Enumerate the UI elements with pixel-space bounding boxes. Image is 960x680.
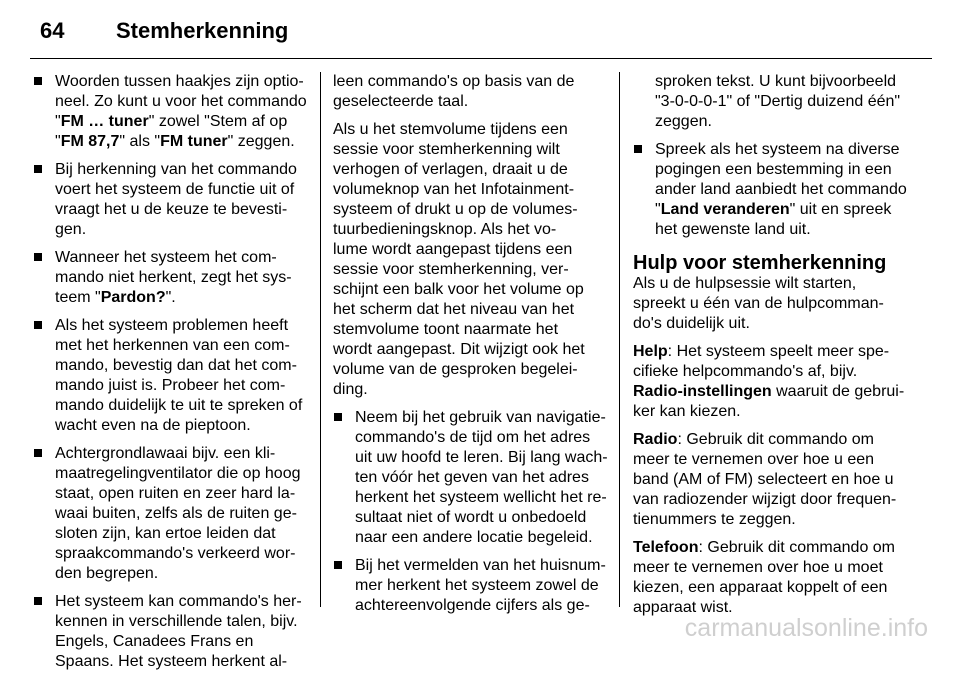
text-line: kiezen, een apparaat koppelt of een xyxy=(633,579,888,596)
text-line: Spaans. Het systeem herkent al- xyxy=(55,653,288,670)
text-line: gen. xyxy=(55,221,87,238)
text-line: commando's de tijd om het adres xyxy=(355,429,591,446)
text-line: "3-0-0-0-1" of "Dertig duizend één" xyxy=(655,93,901,110)
text-line: teem "Pardon?". xyxy=(55,289,176,306)
text-line: leen commando's op basis van de xyxy=(333,73,575,90)
text-line: het scherm dat het niveau van het xyxy=(333,301,575,318)
column-divider-right xyxy=(619,72,620,607)
text-line: Wanneer het systeem het com- xyxy=(55,249,277,266)
bullet-item xyxy=(33,444,309,584)
bullet-square-icon xyxy=(34,165,42,173)
text-line: pogingen een bestemming in een xyxy=(655,161,892,178)
text-line: Spreek als het systeem na diverse xyxy=(655,141,900,158)
bullet-item xyxy=(33,160,309,240)
paragraph xyxy=(633,72,933,132)
text-line: volumeknop van het Infotainment- xyxy=(333,181,575,198)
text-line: uit uw hoofd te leren. Bij lang wach- xyxy=(355,449,608,466)
bullet-square-icon xyxy=(634,145,642,153)
text-line: do's duidelijk uit. xyxy=(633,315,750,332)
bullet-item xyxy=(33,248,309,308)
text-line: "FM … tuner" zowel "Stem af op xyxy=(55,113,288,130)
text-line: Als u het stemvolume tijdens een xyxy=(333,121,568,138)
text-line: sloten zijn, kan ertoe leiden dat xyxy=(55,525,276,542)
text-line: naar een andere locatie begeleid. xyxy=(355,529,593,546)
paragraph xyxy=(633,430,933,530)
bullet-square-icon xyxy=(334,413,342,421)
column-3 xyxy=(633,72,933,626)
bullet-item xyxy=(33,72,309,152)
text-line: volume van de gesproken begelei- xyxy=(333,361,578,378)
column-2 xyxy=(333,72,608,624)
text-line: ander land aanbiedt het commando xyxy=(655,181,907,198)
text-line: Bij herkenning van het commando xyxy=(55,161,297,178)
bullet-item xyxy=(33,316,309,436)
text-line: Radio-instellingen waaruit de gebrui- xyxy=(633,383,905,400)
bullet-square-icon xyxy=(34,77,42,85)
text-line: Bij het vermelden van het huisnum- xyxy=(355,557,606,574)
bullet-square-icon xyxy=(34,321,42,329)
text-line: van radiozender wijzigt door frequen- xyxy=(633,491,897,508)
text-line: Woorden tussen haakjes zijn optio- xyxy=(55,73,304,90)
bullet-square-icon xyxy=(34,449,42,457)
text-line: schijnt een balk voor het volume op xyxy=(333,281,584,298)
text-line: "FM 87,7" als "FM tuner" zeggen. xyxy=(55,133,295,150)
paragraph xyxy=(633,274,933,334)
bullet-square-icon xyxy=(334,561,342,569)
text-line: geselecteerde taal. xyxy=(333,93,469,110)
text-line: systeem of drukt u op de volumes- xyxy=(333,201,578,218)
page-number: 64 xyxy=(40,18,65,43)
text-line: meer te vernemen over hoe u moet xyxy=(633,559,883,576)
watermark: carmanualsonline.info xyxy=(684,614,928,642)
bullet-item xyxy=(633,140,933,240)
text-line: cifieke helpcommando's af, bijv. xyxy=(633,363,858,380)
text-line: meer te vernemen over hoe u een xyxy=(633,451,875,468)
text-line: sessie voor stemherkenning, ver- xyxy=(333,261,569,278)
text-line: het gewenste land uit. xyxy=(655,221,811,238)
text-line: mer herkent het systeem zowel de xyxy=(355,577,599,594)
bullet-square-icon xyxy=(34,597,42,605)
header-rule xyxy=(30,58,932,59)
text-line: mando, bevestig dan dat het com- xyxy=(55,357,297,374)
text-line: Het systeem kan commando's her- xyxy=(55,593,302,610)
text-line: sproken tekst. U kunt bijvoorbeeld xyxy=(655,73,897,90)
text-line: wacht even na de pieptoon. xyxy=(55,417,251,434)
text-line: Radio: Gebruik dit commando om xyxy=(633,431,874,448)
text-line: Als u de hulpsessie wilt starten, xyxy=(633,275,857,292)
text-line: met het herkennen van een com- xyxy=(55,337,290,354)
paragraph xyxy=(333,72,605,112)
text-line: waai buiten, zelfs als de ruiten ge- xyxy=(55,505,297,522)
paragraph xyxy=(333,120,605,400)
bullet-item xyxy=(333,556,605,616)
text-line: Engels, Canadees Frans en xyxy=(55,633,254,650)
text-line: apparaat wist. xyxy=(633,599,733,616)
bullet-item xyxy=(333,408,608,548)
text-line: den begrepen. xyxy=(55,565,159,582)
text-line: tienummers te zeggen. xyxy=(633,511,796,528)
paragraph xyxy=(633,342,933,422)
text-line: Als het systeem problemen heeft xyxy=(55,317,289,334)
paragraph xyxy=(633,538,933,618)
text-line: Achtergrondlawaai bijv. een kli- xyxy=(55,445,276,462)
text-line: spraakcommando's verkeerd wor- xyxy=(55,545,296,562)
text-line: staat, open ruiten en zeer hard la- xyxy=(55,485,296,502)
text-line: mando juist is. Probeer het com- xyxy=(55,377,286,394)
text-line: mando niet herkent, zegt het sys- xyxy=(55,269,292,286)
text-line: achtereenvolgende cijfers als ge- xyxy=(355,597,590,614)
text-line: stemvolume toont naarmate het xyxy=(333,321,559,338)
text-line: ten vóór het geven van het adres xyxy=(355,469,589,486)
section-heading: Hulp voor stemherkenning xyxy=(633,252,887,274)
bullet-square-icon xyxy=(34,253,42,261)
page-title: Stemherkenning xyxy=(116,18,289,43)
text-line: maatregelingventilator die op hoog xyxy=(55,465,301,482)
text-line: Neem bij het gebruik van navigatie- xyxy=(355,409,606,426)
text-line: herkent het systeem wellicht het re- xyxy=(355,489,607,506)
text-line: spreekt u één van de hulpcomman- xyxy=(633,295,884,312)
text-line: neel. Zo kunt u voor het commando xyxy=(55,93,307,110)
text-line: wordt aangepast. Dit wijzigt ook het xyxy=(333,341,585,358)
bullet-item xyxy=(33,592,309,672)
text-line: vraagt het u de keuze te bevesti- xyxy=(55,201,288,218)
text-line: zeggen. xyxy=(655,113,712,130)
text-line: tuurbedieningsknop. Als het vo- xyxy=(333,221,557,238)
text-line: verhogen of verlagen, draait u de xyxy=(333,161,568,178)
text-line: "Land veranderen" uit en spreek xyxy=(655,201,892,218)
text-line: lume wordt aangepast tijdens een xyxy=(333,241,573,258)
text-line: ker kan kiezen. xyxy=(633,403,741,420)
text-line: voert het systeem de functie uit of xyxy=(55,181,295,198)
text-line: Telefoon: Gebruik dit commando om xyxy=(633,539,896,556)
text-line: band (AM of FM) selecteert en hoe u xyxy=(633,471,894,488)
column-1 xyxy=(33,72,309,680)
text-line: ding. xyxy=(333,381,368,398)
column-divider-left xyxy=(320,72,321,607)
text-line: kennen in verschillende talen, bijv. xyxy=(55,613,298,630)
text-line: mando duidelijk te uit te spreken of xyxy=(55,397,303,414)
text-line: sultaat niet of wordt u onbedoeld xyxy=(355,509,587,526)
text-line: Help: Het systeem speelt meer spe- xyxy=(633,343,890,360)
text-line: sessie voor stemherkenning wilt xyxy=(333,141,560,158)
